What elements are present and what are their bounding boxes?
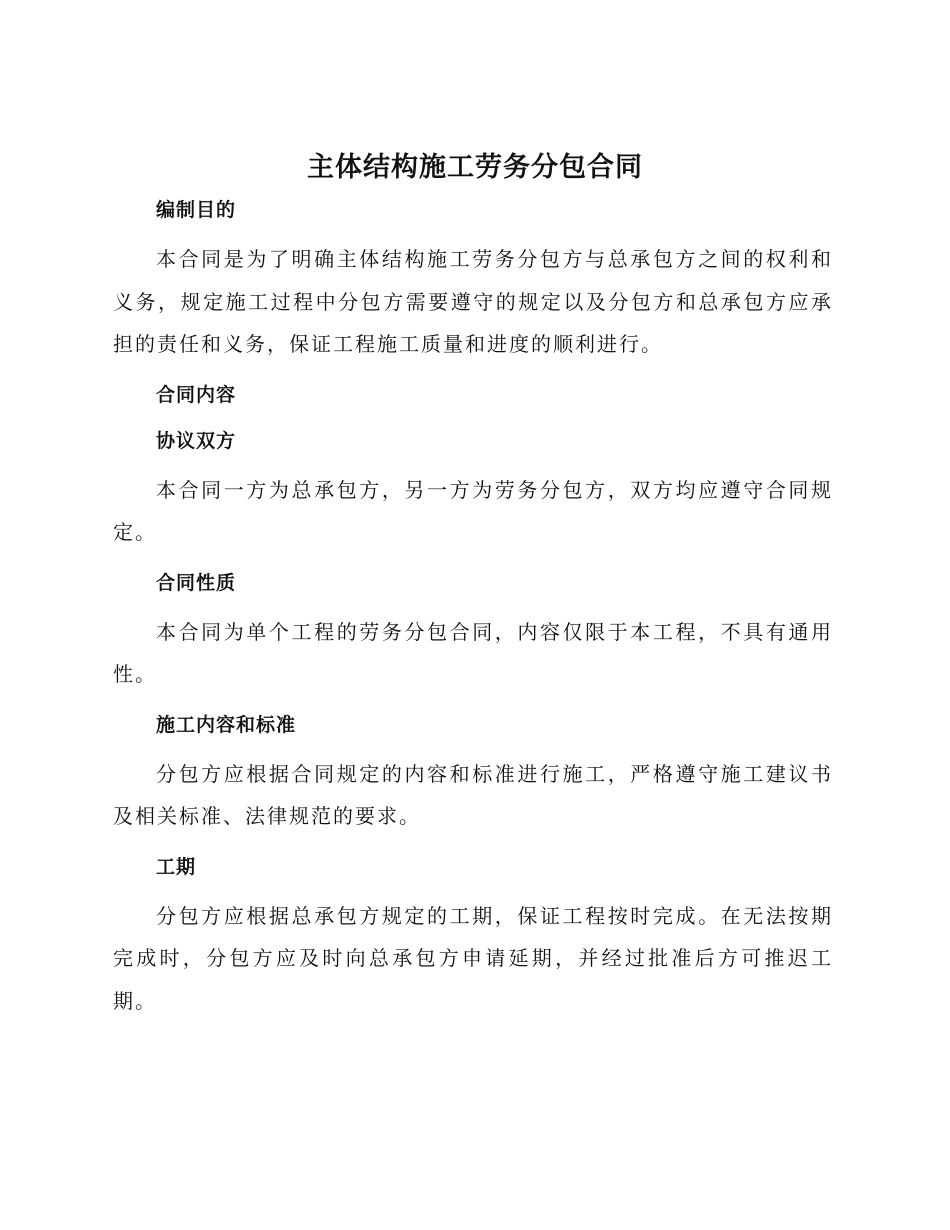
section-paragraph-nature: 本合同为单个工程的劳务分包合同，内容仅限于本工程，不具有通用性。 xyxy=(113,619,833,686)
section-paragraph-scope-standards: 分包方应根据合同规定的内容和标准进行施工，严格遵守施工建议书及相关标准、法律规范的要求。 xyxy=(113,761,833,828)
section-paragraph-parties: 本合同一方为总承包方，另一方为劳务分包方，双方均应遵守合同规定。 xyxy=(113,477,833,544)
document-body xyxy=(113,192,833,1022)
section-heading-purpose: 编制目的 xyxy=(156,199,237,221)
section-heading-contract-content: 合同内容 xyxy=(156,383,237,406)
section-heading-nature: 合同性质 xyxy=(156,571,237,594)
document-title: 主体结构施工劳务分包合同 xyxy=(307,152,643,183)
section-paragraph-schedule: 分包方应根据总承包方规定的工期，保证工程按时完成。在无法按期完成时，分包方应及时向总承包方申请延期，并经过批准后方可推迟工期。 xyxy=(113,903,833,1013)
section-paragraph-purpose: 本合同是为了明确主体结构施工劳务分包方与总承包方之间的权利和义务，规定施工过程中分包方需要遵守的规定以及分包方和总承包方应承担的责任和义务，保证工程施工质量和进度的顺利进行。 xyxy=(113,247,833,356)
section-heading-scope-standards: 施工内容和标准 xyxy=(156,713,297,736)
section-heading-schedule: 工期 xyxy=(156,855,197,878)
section-heading-parties: 协议双方 xyxy=(156,429,237,452)
